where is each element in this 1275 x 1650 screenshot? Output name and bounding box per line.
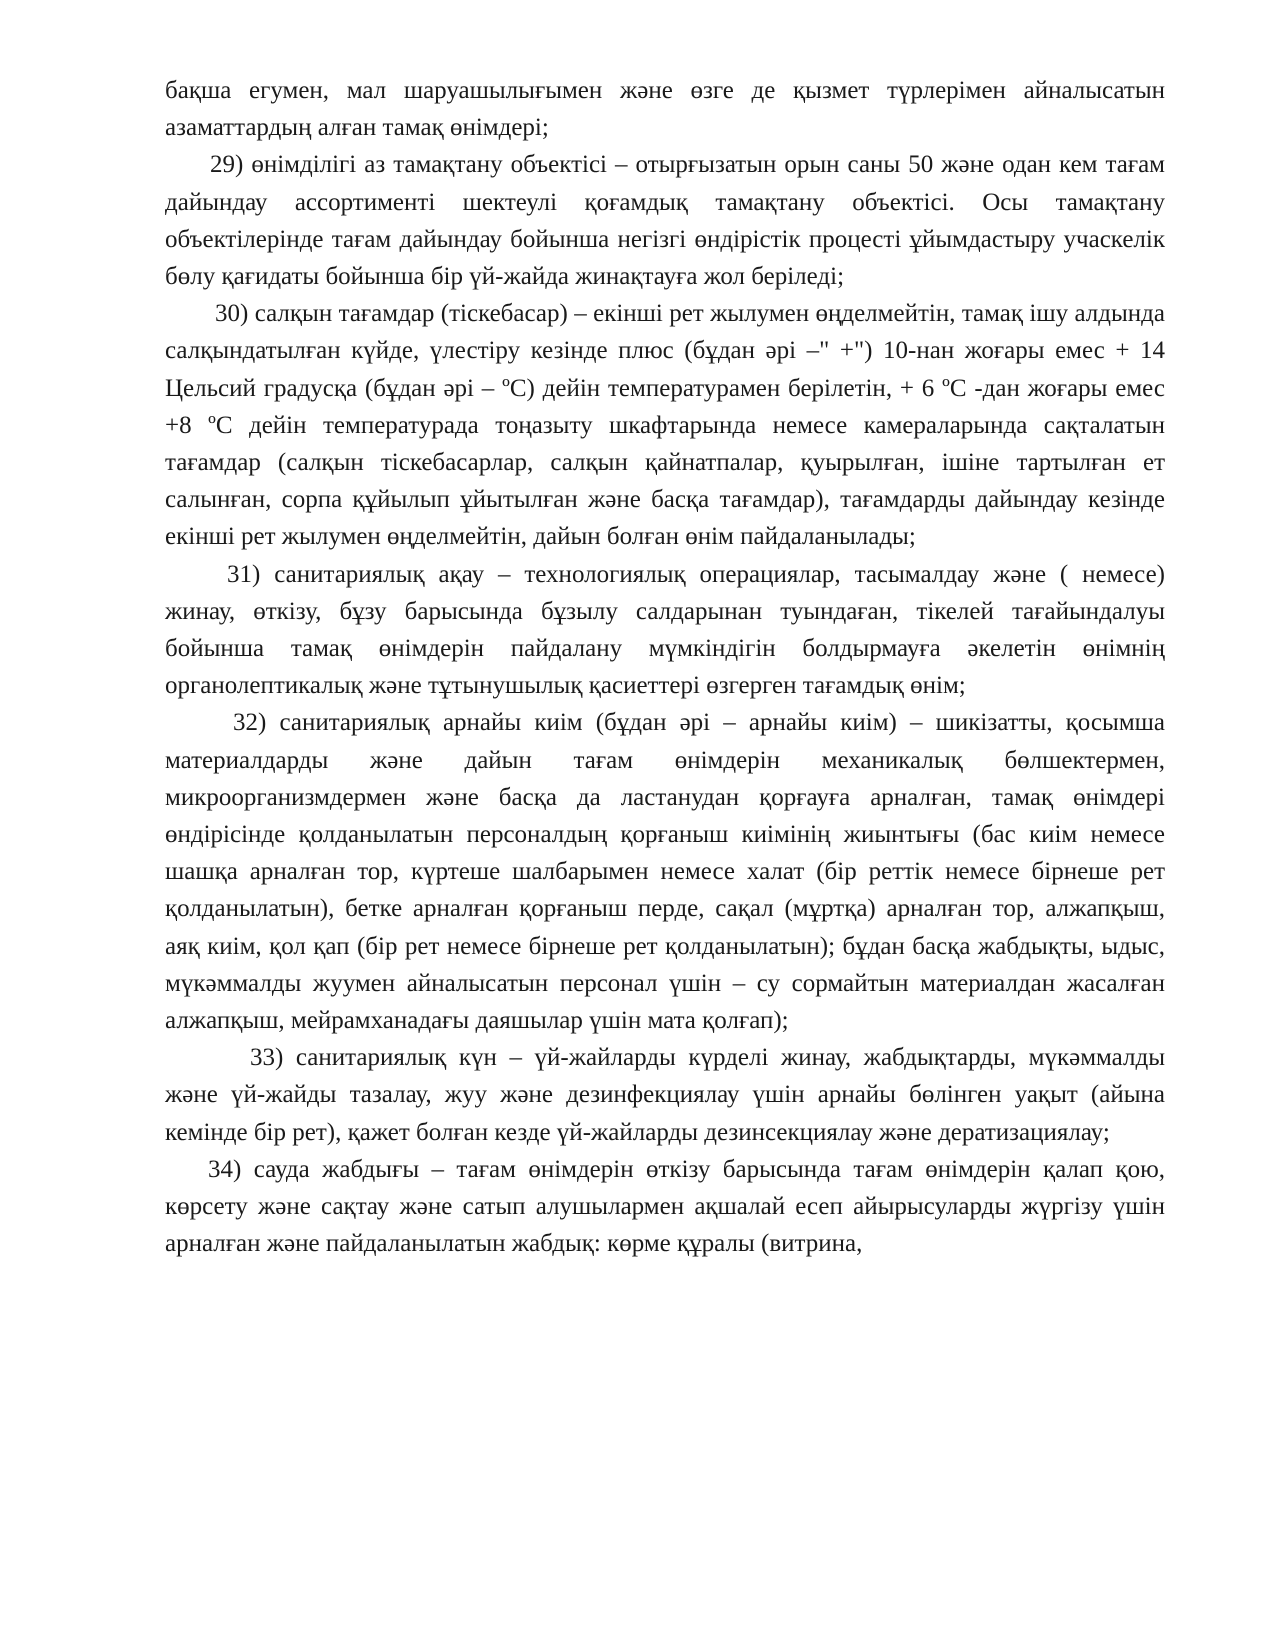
paragraph-item-33: 33) санитариялық күн – үй-жайларды күрделі жинау, жабдықтарды, мүкәммалды және үй-жайды тазалау, жуу және дезинфекциялау үшін арнайы бөлінген уақыт (айына кемінде бір рет), қажет болған кезде үй-жайларды дезинсекциялау және дератизациялау; bbox=[165, 1044, 1165, 1146]
paragraph-item-29: 29) өнімділігі аз тамақтану объектісі – отырғызатын орын саны 50 және одан кем тағам дайындау ассортименті шектеулі қоғамдық тамақтану объектісі. Осы тамақтану объектілерінде тағам дайындау бойынша негізгі өндірістік процесті ұйымдастыру учаскелік бөлу қағидаты бойынша бір үй-жайда жинақтауға жол беріледі; bbox=[165, 151, 1165, 291]
paragraph-item-31: 31) санитариялық ақау – технологиялық операциялар, тасымалдау және ( немесе) жинау, өткізу, бұзу барысында бұзылу салдарынан туындаған, тікелей тағайындалуы бойынша тамақ өнімдерін пайдалану мүмкіндігін болдырмауға әкелетін өнімнің органолептикалық және тұтынушылық қасиеттері өзгерген тағамдық өнім; bbox=[165, 560, 1165, 700]
paragraph-item-34: 34) сауда жабдығы – тағам өнімдерін өткізу барысында тағам өнімдерін қалап қою, көрсету және сақтау және сатып алушылармен ақшалай есеп айырысуларды жүргізу үшін арналған және пайдаланылатын жабдық: көрме құралы (витрина, bbox=[165, 1155, 1165, 1258]
paragraph-item-32: 32) санитариялық арнайы киім (бұдан әрі – арнайы киім) – шикізатты, қосымша материалдарды және дайын тағам өнімдерін механикалық бөлшектермен, микроорганизмдермен және басқа да ластанудан қорғауға арналған, тамақ өнімдері өндірісінде қолданылатын персоналдың қорғаныш киімінің жиынтығы (бас киім немесе шашқа арналған тор, күртеше шалбарымен немесе халат (бір реттік немесе бірнеше рет қолданылатын), бетке арналған қорғаныш перде, сақал (мұртқа) арналған тор, алжапқыш, аяқ киім, қол қап (бір рет немесе бірнеше рет қолданылатын); бұдан басқа жабдықты, ыдыс, мүкәммалды жуумен айналысатын персонал үшін – су сормайтын материалдан жасалған алжапқыш, мейрамханадағы даяшылар үшін мата қолғап); bbox=[165, 709, 1165, 1035]
document-body bbox=[165, 72, 1165, 1263]
paragraph-continuation: бақша егумен, мал шаруашылығымен және өзге де қызмет түрлерімен айналысатын азаматтардың алған тамақ өнімдері; bbox=[165, 77, 1165, 142]
paragraph-item-30: 30) салқын тағамдар (тіскебасар) – екінші рет жылумен өңделмейтін, тамақ ішу алдында салқындатылған күйде, үлестіру кезінде плюс (бұдан әрі –" +") 10-нан жоғары емес + 14 Цельсий градусқа (бұдан әрі – ºС) дейін температурамен берілетін, + 6 ºС -дан жоғары емес +8 ºС дейін температурада тоңазыту шкафтарында немесе камераларында сақталатын тағамдар (салқын тіскебасарлар, салқын қайнатпалар, қуырылған, ішіне тартылған ет салынған, сорпа құйылып ұйытылған және басқа тағамдар), тағамдарды дайындау кезінде екінші рет жылумен өңделмейтін, дайын болған өнім пайдаланылады; bbox=[165, 300, 1165, 551]
